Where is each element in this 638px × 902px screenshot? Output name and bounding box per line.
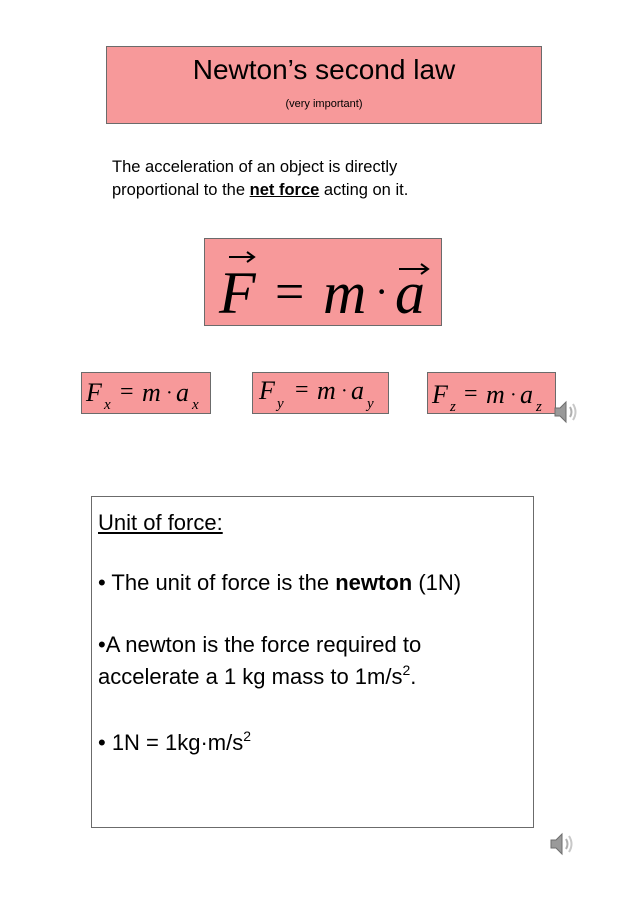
force-symbol: F xyxy=(219,260,256,325)
unit-of-force-box xyxy=(91,496,534,828)
equals-sign: = xyxy=(275,264,305,321)
mass-symbol: m xyxy=(317,376,336,405)
accel-y-symbol: a xyxy=(351,376,364,405)
accel-z-subscript: z xyxy=(536,399,542,413)
force-x-symbol: F xyxy=(86,378,102,407)
component-y-box xyxy=(252,372,389,414)
net-force-emphasis: net force xyxy=(249,181,320,199)
bullet-newton-equation xyxy=(98,729,251,757)
intro-line-2-end: acting on it. xyxy=(323,181,409,199)
component-z-box xyxy=(427,372,556,414)
multiply-dot: · xyxy=(510,384,517,406)
force-z-symbol: F xyxy=(432,380,448,409)
unit-heading: Unit of force: xyxy=(98,510,223,535)
intro-text xyxy=(112,156,512,202)
component-z-equation xyxy=(428,373,555,413)
main-equation xyxy=(205,239,441,325)
accel-x-symbol: a xyxy=(176,378,189,407)
multiply-dot: · xyxy=(375,269,389,314)
page-subtitle: (very important) xyxy=(285,98,363,110)
squared-superscript: 2 xyxy=(243,728,252,744)
equals-sign: = xyxy=(464,381,478,407)
component-x-equation xyxy=(82,373,210,413)
page-title: Newton’s second law xyxy=(192,54,456,85)
bullet-newton-definition-line-1: •A newton is the force required to xyxy=(98,632,422,657)
mass-symbol: m xyxy=(142,378,161,407)
accel-y-subscript: y xyxy=(367,396,374,412)
speaker-icon[interactable] xyxy=(548,830,576,858)
bullet-1-suffix: (1N) xyxy=(418,570,462,595)
component-x-box xyxy=(81,372,211,414)
force-y-symbol: F xyxy=(259,376,275,405)
bullet-1-text: • The unit of force is the xyxy=(98,570,330,595)
intro-line-2-start: proportional to the xyxy=(112,181,246,199)
mass-symbol: m xyxy=(486,380,505,409)
force-x-subscript: x xyxy=(104,397,111,413)
multiply-dot: · xyxy=(166,382,173,404)
equals-sign: = xyxy=(295,377,309,403)
newton-equation-text: • 1N = 1kg·m/s xyxy=(98,730,244,755)
force-y-subscript: y xyxy=(277,396,284,412)
main-equation-box xyxy=(204,238,442,326)
accel-z-symbol: a xyxy=(520,380,533,409)
title-box xyxy=(106,46,542,124)
component-y-equation xyxy=(253,373,388,413)
force-z-subscript: z xyxy=(450,399,456,413)
intro-line-2 xyxy=(112,179,512,202)
equals-sign: = xyxy=(120,379,134,405)
bullet-newton-definition-line-2 xyxy=(98,663,416,691)
bullet-unit-newton xyxy=(98,569,461,597)
squared-superscript: 2 xyxy=(402,662,411,678)
accel-x-subscript: x xyxy=(192,397,199,413)
mass-symbol: m xyxy=(323,260,367,325)
newton-term: newton xyxy=(335,570,413,595)
intro-line-1: The acceleration of an object is directly xyxy=(112,158,398,176)
definition-period: . xyxy=(410,664,417,689)
definition-line-2-text: accelerate a 1 kg mass to 1m/s xyxy=(98,664,403,689)
multiply-dot: · xyxy=(341,380,348,402)
speaker-icon[interactable] xyxy=(552,398,580,426)
acceleration-symbol: a xyxy=(395,260,425,325)
